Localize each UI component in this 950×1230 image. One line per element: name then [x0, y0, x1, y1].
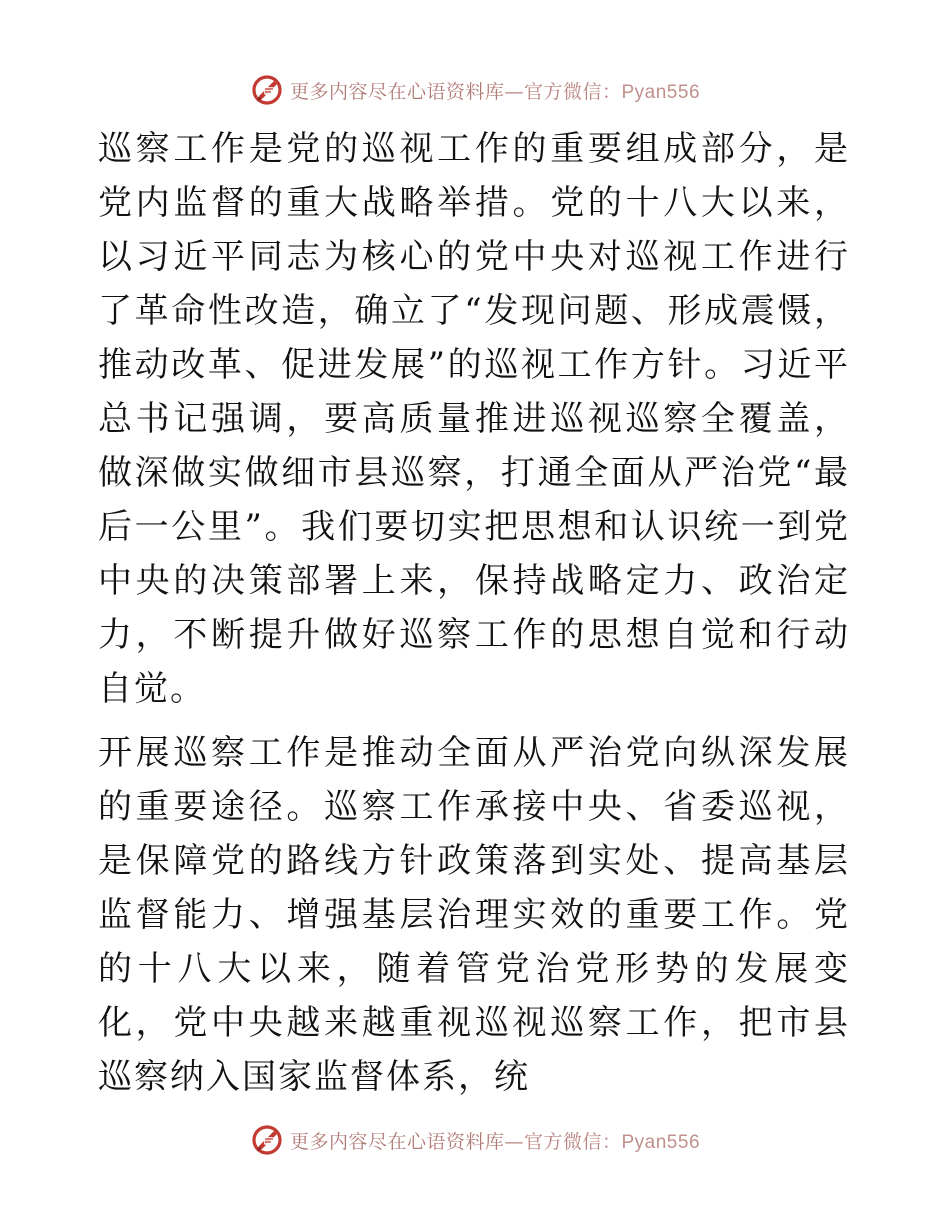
pen-in-circle-icon: [250, 1123, 284, 1157]
document-body: [98, 122, 850, 1104]
banner-dash: —: [504, 1130, 524, 1153]
banner-account-label: 官方微信：: [523, 80, 622, 103]
banner-dash: —: [504, 80, 524, 103]
banner-title: 更多内容尽在心语资料库: [289, 1130, 505, 1153]
pen-in-circle-icon: [250, 73, 284, 107]
footer-banner-content: [250, 1123, 700, 1157]
banner-text: [290, 1127, 700, 1154]
footer-banner: [0, 1120, 950, 1160]
banner-account-label: 官方微信：: [523, 1130, 622, 1153]
header-banner: [0, 70, 950, 110]
banner-title: 更多内容尽在心语资料库: [289, 80, 505, 103]
banner-text: [290, 77, 700, 104]
paragraph-2: 开展巡察工作是推动全面从严治党向纵深发展的重要途径。巡察工作承接中央、省委巡视，是保障党的路线方针政策落到实处、提高基层监督能力、增强基层治理实效的重要工作。党的十八大以来，随着管党治党形势的发展变化，党中央越来越重视巡视巡察工作，把市县巡察纳入国家监督体系，统: [98, 733, 850, 1097]
paragraph-1: 巡察工作是党的巡视工作的重要组成部分，是党内监督的重大战略举措。党的十八大以来，以习近平同志为核心的党中央对巡视工作进行了革命性改造，确立了“发现问题、形成震慑，推动改革、促进发展”的巡视工作方针。习近平总书记强调，要高质量推进巡视巡察全覆盖，做深做实做细市县巡察，打通全面从严治党“最后一公里”。我们要切实把思想和认识统一到党中央的决策部署上来，保持战略定力、政治定力，不断提升做好巡察工作的思想自觉和行动自觉。: [98, 129, 850, 709]
header-banner-content: [250, 73, 700, 107]
banner-wechat-id: Pyan556: [621, 1131, 701, 1153]
banner-wechat-id: Pyan556: [621, 81, 701, 103]
